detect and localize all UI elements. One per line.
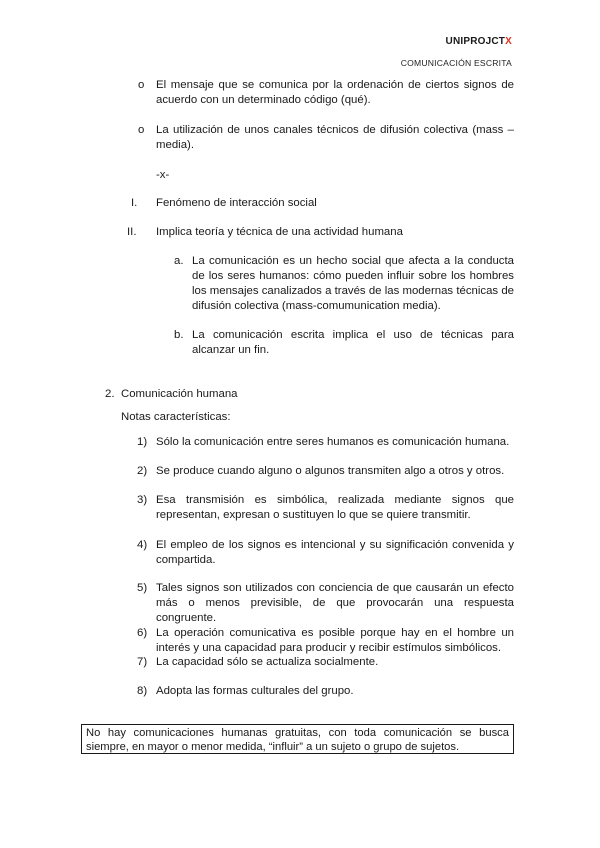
numbered-item: Sólo la comunicación entre seres humanos es comunicación humana.	[156, 436, 510, 448]
alpha-item: La comunicación escrita implica el uso de técnicas para alcanzar un fin.	[192, 329, 514, 356]
numbered-item: Adopta las formas culturales del grupo.	[156, 685, 354, 697]
brand-logo	[446, 34, 512, 49]
bullet-item: El mensaje que se comunica por la ordenación de ciertos signos de acuerdo con un determinado código (qué).	[156, 79, 514, 106]
numbered-item: Se produce cuando alguno o algunos transmiten algo a otros y otros.	[156, 465, 505, 477]
notes-label: Notas características:	[121, 411, 231, 423]
numbered-item: Tales signos son utilizados con conciencia de que causarán un efecto más o menos previsible, de que provocarán una respuesta congruente.	[156, 582, 514, 624]
roman-item: Implica teoría y técnica de una actividad humana	[156, 226, 403, 238]
numbered-item: El empleo de los signos es intencional y su significación convenida y compartida.	[156, 539, 514, 566]
numbered-marker: 1)	[137, 436, 148, 448]
numbered-marker: 4)	[137, 539, 148, 551]
bullet-marker: o	[138, 124, 145, 136]
roman-item: Fenómeno de interacción social	[156, 197, 317, 209]
callout-box: No hay comunicaciones humanas gratuitas, con toda comunicación se busca siempre, en mayor o menor medida, “influir” a un sujeto o grupo de sujetos.	[81, 724, 514, 754]
numbered-marker: 3)	[137, 494, 148, 506]
numbered-marker: 6)	[137, 627, 148, 639]
numbered-item: Esa transmisión es simbólica, realizada mediante signos que representan, expresan o sustituyen lo que se quiere transmitir.	[156, 494, 514, 521]
brand-name: UNIPROJCT	[445, 36, 506, 47]
separator: -x-	[156, 169, 170, 181]
numbered-item: La capacidad sólo se actualiza socialmente.	[156, 656, 379, 668]
bullet-marker: o	[138, 79, 145, 91]
brand-accent: X	[505, 36, 512, 47]
section-header: COMUNICACIÓN ESCRITA	[400, 58, 512, 68]
section-title: Comunicación humana	[121, 388, 238, 400]
numbered-item: La operación comunicativa es posible porque hay en el hombre un interés y una capacidad para producir y recibir estímulos simbólicos.	[156, 627, 514, 654]
alpha-marker: b.	[174, 329, 184, 341]
bullet-item: La utilización de unos canales técnicos de difusión colectiva (mass – media).	[156, 124, 514, 151]
numbered-marker: 7)	[137, 656, 148, 668]
roman-marker: I.	[131, 197, 138, 209]
roman-marker: II.	[127, 226, 137, 238]
numbered-marker: 8)	[137, 685, 148, 697]
alpha-item: La comunicación es un hecho social que afecta a la conducta de los seres humanos: cómo pueden influir sobre los hombres los mensajes canalizados a través de las modernas técnicas de difusión colectiva (mass-comumunication media).	[192, 255, 514, 312]
section-number: 2.	[105, 388, 115, 400]
alpha-marker: a.	[174, 255, 184, 267]
numbered-marker: 2)	[137, 465, 148, 477]
numbered-marker: 5)	[137, 582, 148, 594]
